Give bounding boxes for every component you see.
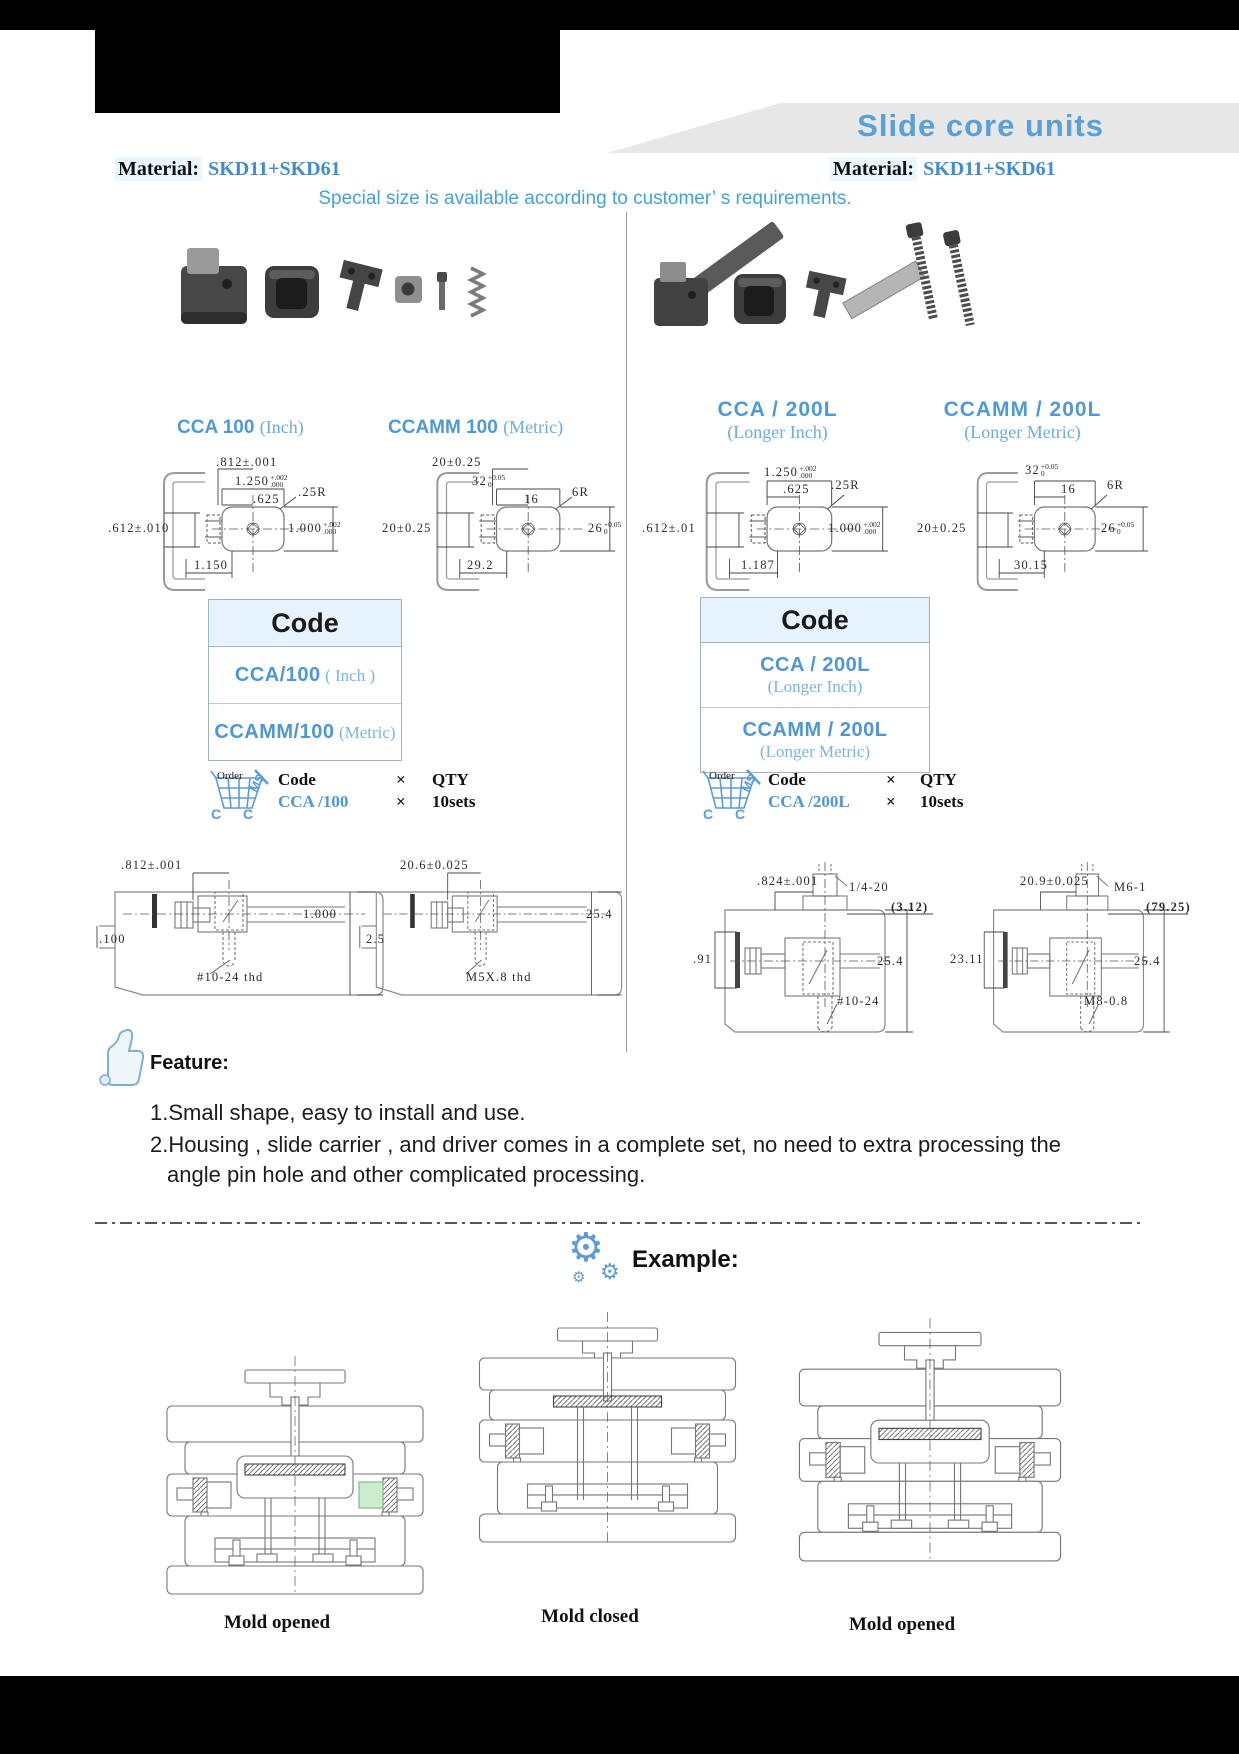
code-table-header: Code	[701, 598, 929, 643]
cart-ms-letters: MS	[738, 771, 760, 795]
mold-label-1: Mold opened	[223, 1612, 331, 1633]
drawing-lines	[95, 850, 390, 1020]
mold-diagram-closed	[455, 1300, 760, 1550]
screw-note: M6-1	[1114, 880, 1147, 894]
order-code-value: CCA /100	[278, 792, 349, 811]
dim-right: 25.4	[1134, 954, 1161, 968]
dim-top1: 20±0.25	[432, 455, 482, 469]
order-qty-label: QTY	[920, 770, 957, 789]
product-photos-200l	[630, 200, 990, 358]
dim-right: 1.000	[303, 907, 338, 921]
dim-mid: 16	[1061, 482, 1076, 496]
table-row: CCA / 200L (Longer Inch)	[701, 643, 929, 708]
dim-left: .612±.010	[108, 521, 170, 535]
dim-top2: 1.250 +.002 .000	[235, 473, 288, 489]
cart-order-label: Order	[217, 770, 243, 782]
install-drawing-metric200	[928, 862, 1195, 1067]
title-cca200l: CCA / 200L (Longer Inch)	[717, 398, 838, 442]
product-photos-100	[165, 228, 525, 360]
thread-note: M8-0.8	[1084, 994, 1129, 1008]
technical-drawing-ccamm200l	[915, 455, 1150, 595]
feature-heading: Feature:	[150, 1052, 229, 1074]
dim-right: 1.000 +.002 .000	[288, 520, 341, 536]
times-sign: ×	[886, 792, 896, 811]
dim-top: 20.6±0.025	[400, 858, 469, 872]
feature-item-2: 2.Housing , slide carrier , and driver comes in a complete set, no need to extra processing the	[150, 1132, 1062, 1157]
technical-drawing-cca100	[100, 455, 340, 595]
drawing-lines	[358, 850, 628, 1020]
order-qty-label: QTY	[432, 770, 469, 789]
special-size-note: Special size is available according to customer’ s requirements.	[318, 188, 852, 209]
technical-drawing-ccamm100	[372, 455, 622, 595]
code-table-200l	[700, 597, 930, 773]
dim-right: 26 +0.05 0	[588, 520, 622, 536]
title-ccamm200l: CCAMM / 200L (Longer Metric)	[943, 398, 1102, 442]
thread-note: M5X.8 thd	[466, 970, 532, 984]
gear-icon: ⚙	[572, 1268, 586, 1286]
order-qty-value: 10sets	[920, 792, 964, 811]
title-cca100: CCA 100 (Inch)	[177, 417, 304, 438]
mold-label-2: Mold closed	[541, 1606, 639, 1627]
product-photo-set-icon	[165, 228, 525, 360]
times-sign: ×	[396, 770, 406, 789]
dim-right: 1.000 +.002 .000	[828, 520, 881, 536]
thread-note: #10-24 thd	[197, 970, 264, 984]
times-sign: ×	[396, 792, 406, 811]
top-black-bar	[0, 0, 1239, 30]
dim-left: .100	[99, 932, 126, 946]
dim-mid: 16	[524, 492, 539, 506]
dim-right: 26 +0.05 0	[1101, 520, 1135, 536]
dim-bottom: 1.187	[741, 558, 776, 572]
example-heading: Example:	[632, 1246, 739, 1273]
table-row: CCAMM/100 (Metric)	[214, 720, 396, 743]
order-cart-icon	[702, 768, 764, 826]
dim-left: 23.11	[950, 952, 984, 966]
overall-dim: (3.12)	[891, 900, 929, 914]
header-black-box	[95, 30, 560, 113]
install-drawing-metric100	[358, 850, 628, 1020]
gear-icon: ⚙	[568, 1225, 604, 1271]
dim-top: 20.9±0.025	[1020, 874, 1089, 888]
technical-drawing-cca200l	[640, 455, 890, 595]
code-table-header: Code	[209, 600, 401, 647]
feature-item-2-cont: angle pin hole and other complicated processing.	[167, 1162, 646, 1187]
cart-cc-letters: C C	[703, 806, 755, 822]
dim-top2: 32 +0.05 0	[1025, 462, 1059, 478]
screw-note: 1/4-20	[849, 880, 889, 894]
title-ccamm100: CCAMM 100 (Metric)	[388, 417, 564, 438]
dim-top: .812±.001	[121, 858, 183, 872]
dim-left: .91	[693, 952, 713, 966]
times-sign: ×	[886, 770, 896, 789]
cart-cc-letters: C C	[211, 806, 263, 822]
dim-radius: .25R	[831, 478, 860, 492]
section-divider	[95, 1222, 1145, 1224]
dim-mid: .625	[783, 482, 810, 496]
thread-note: #10-24	[837, 994, 880, 1008]
page-title: Slide core units	[857, 108, 1104, 143]
dim-bottom: 29.2	[467, 558, 494, 572]
bottom-black-bar	[0, 1676, 1239, 1754]
dim-top2: 32 +0.05 0	[472, 473, 506, 489]
dim-right: 25.4	[586, 907, 613, 921]
mold-label-3: Mold opened	[848, 1614, 956, 1635]
mold-diagram-opened-1	[140, 1348, 450, 1598]
dim-bottom: 1.150	[194, 558, 229, 572]
dim-top1: .812±.001	[216, 455, 278, 469]
dim-bottom: 30.15	[1014, 558, 1049, 572]
dim-radius: 6R	[1107, 478, 1124, 492]
dim-top2: 1.250 +.002 .000	[764, 464, 817, 480]
dim-left: 2.5	[366, 932, 386, 946]
overall-dim: (79.25)	[1146, 900, 1191, 914]
dim-left: 20±0.25	[917, 521, 967, 535]
order-code-label: Code	[768, 770, 806, 789]
cart-order-label: Order	[709, 770, 735, 782]
install-drawing-inch200	[655, 862, 940, 1067]
mold-diagram-opened-2	[765, 1310, 1095, 1565]
table-row: CCA/100 ( Inch )	[209, 647, 401, 704]
install-drawing-inch100	[95, 850, 390, 1020]
dim-right: 25.4	[877, 954, 904, 968]
thumbs-up-icon	[96, 1026, 144, 1088]
order-code-value: CCA /200L	[768, 792, 850, 811]
material-left	[115, 158, 341, 181]
feature-item-1: 1.Small shape, easy to install and use.	[150, 1100, 526, 1125]
dim-radius: 6R	[572, 485, 589, 499]
dim-radius: .25R	[298, 485, 327, 499]
material-value: SKD11+SKD61	[208, 158, 341, 180]
dim-left: 20±0.25	[382, 521, 432, 535]
dim-mid: .625	[253, 492, 280, 506]
material-label: Material:	[115, 157, 202, 181]
dim-top: .824±.001	[757, 874, 819, 888]
material-value: SKD11+SKD61	[923, 158, 1056, 180]
code-table-100	[208, 599, 402, 761]
table-row: CCAMM / 200L (Longer Metric)	[742, 718, 888, 761]
material-right	[830, 158, 1056, 181]
order-cart-icon	[210, 768, 272, 826]
material-label: Material:	[830, 157, 917, 181]
gear-icon: ⚙	[600, 1260, 620, 1285]
order-code-label: Code	[278, 770, 316, 789]
order-qty-value: 10sets	[432, 792, 476, 811]
product-photo-set-long-icon	[630, 200, 990, 358]
cart-ms-letters: MS	[246, 771, 268, 795]
dim-left: .612±.01	[642, 521, 696, 535]
